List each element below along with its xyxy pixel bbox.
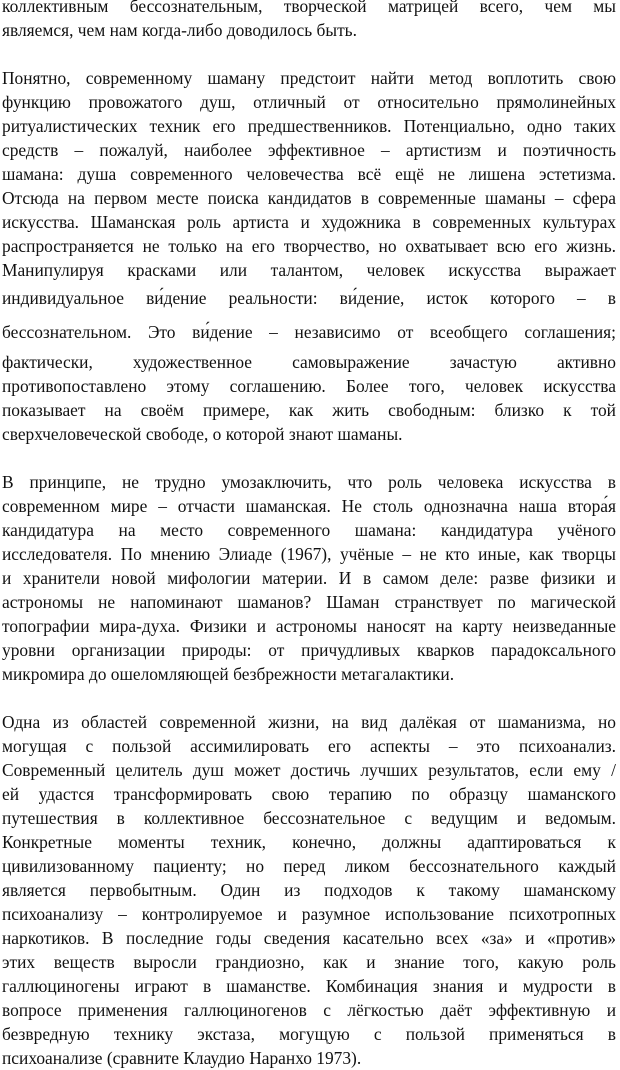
- text-line: коллективным бессознательным, творческой матрицей всего, чем мы: [2, 0, 616, 16]
- text-line: шамана: душа современного человечества всё ещё не лишена эстетизма.: [2, 164, 616, 184]
- text-line: цивилизованному пациенту; но перед ликом бессознательного каждый: [2, 856, 616, 876]
- text-line: исследователя. По мнению Элиаде (1967), учёные – не кто иные, как творцы: [2, 544, 616, 564]
- text-line: показывает на своём примере, как жить свободным: близко к той: [2, 400, 616, 420]
- text-line: Одна из областей современной жизни, на вид далёкая от шаманизма, но: [2, 712, 616, 732]
- text-line: этих веществ выросли грандиозно, как и знание того, какую роль: [2, 952, 616, 972]
- text-line: сверхчеловеческой свободе, о которой знают шаманы.: [2, 424, 403, 444]
- text-line: Манипулируя красками или талантом, человек искусства выражает: [2, 260, 616, 280]
- text-line: является первобытным. Один из подходов к такому шаманскому: [2, 880, 616, 900]
- text-line: галлюциногены играют в шаманстве. Комбинация знания и мудрости в: [2, 976, 616, 996]
- text-line: могущая с пользой ассимилировать его аспекты – это психоанализ.: [2, 736, 616, 756]
- text-line: и хранители новой мифологии материи. И в самом деле: разве физики и: [2, 568, 616, 588]
- paragraph-3: [2, 470, 616, 686]
- text-line: современном мире – отчасти шаманская. Не столь однозначна наша втора́я: [2, 496, 616, 516]
- text-line: распространяется не только на его творчество, но охватывает всю его жизнь.: [2, 236, 616, 256]
- text-line: противопоставлено этому соглашению. Более того, человек искусства: [2, 376, 616, 396]
- text-line: Конкретные моменты техник, конечно, должны адаптироваться к: [2, 832, 616, 852]
- paragraph-spacer: [2, 446, 616, 470]
- text-line: топографии мира-духа. Физики и астрономы наносят на карту неизведанные: [2, 616, 616, 636]
- text-line: функцию провожатого душ, отличный от относительно прямолинейных: [2, 92, 616, 112]
- paragraph-spacer: [2, 686, 616, 710]
- text-line: наркотиков. В последние годы сведения касательно всех «за» и «против»: [2, 928, 616, 948]
- paragraph-4: [2, 710, 616, 1070]
- text-line: вопросе применения галлюциногенов с лёгкостью даёт эффективную и: [2, 1000, 616, 1020]
- text-line: путешествия в коллективное бессознательное с ведущим и ведомым.: [2, 808, 616, 828]
- text-line: фактически, художественное самовыражение зачастую активно: [2, 352, 616, 372]
- text-line: астрономы не напоминают шаманов? Шаман странствует по магической: [2, 592, 616, 612]
- text-line: В принципе, не трудно умозаключить, что роль человека искусства в: [2, 472, 616, 492]
- text-line: микромира до ошеломляющей безбрежности метагалактики.: [2, 664, 455, 684]
- text-line: ей удастся трансформировать свою терапию по образцу шаманского: [2, 784, 616, 804]
- text-line: бессознательном. Это ви́дение – независимо от всеобщего соглашения;: [2, 322, 616, 342]
- text-line: средств – пожалуй, наиболее эффективное – артистизм и поэтичность: [2, 140, 616, 160]
- text-line: индивидуальное ви́дение реальности: ви́дение, исток которого – в: [2, 288, 616, 308]
- paragraph-spacer: [2, 42, 616, 66]
- text-line: безвредную технику экстаза, могущую с пользой применяться в: [2, 1024, 616, 1044]
- text-line: Понятно, современному шаману предстоит найти метод воплотить свою: [2, 68, 616, 88]
- text-line: кандидатура на место современного шамана: кандидатура учёного: [2, 520, 616, 540]
- text-line: ритуалистических техник его предшественников. Потенциально, одно таких: [2, 116, 616, 136]
- text-line: психоанализу – контролируемое и разумное использование психотропных: [2, 904, 616, 924]
- text-line: являемся, чем нам когда-либо доводилось быть.: [2, 20, 357, 40]
- text-line: искусства. Шаманская роль артиста и художника в современных культурах: [2, 212, 616, 232]
- paragraph-2: [2, 66, 616, 446]
- text-line: психоанализе (сравните Клаудио Наранхо 1973).: [2, 1048, 362, 1068]
- text-line: Отсюда на первом месте поиска кандидатов в современные шаманы – сфера: [2, 188, 616, 208]
- text-line: уровни организации природы: от причудливых кварков парадоксального: [2, 640, 616, 660]
- text-line: Современный целитель душ может достичь лучших результатов, если ему /: [2, 760, 616, 780]
- paragraph-1: [2, 0, 616, 42]
